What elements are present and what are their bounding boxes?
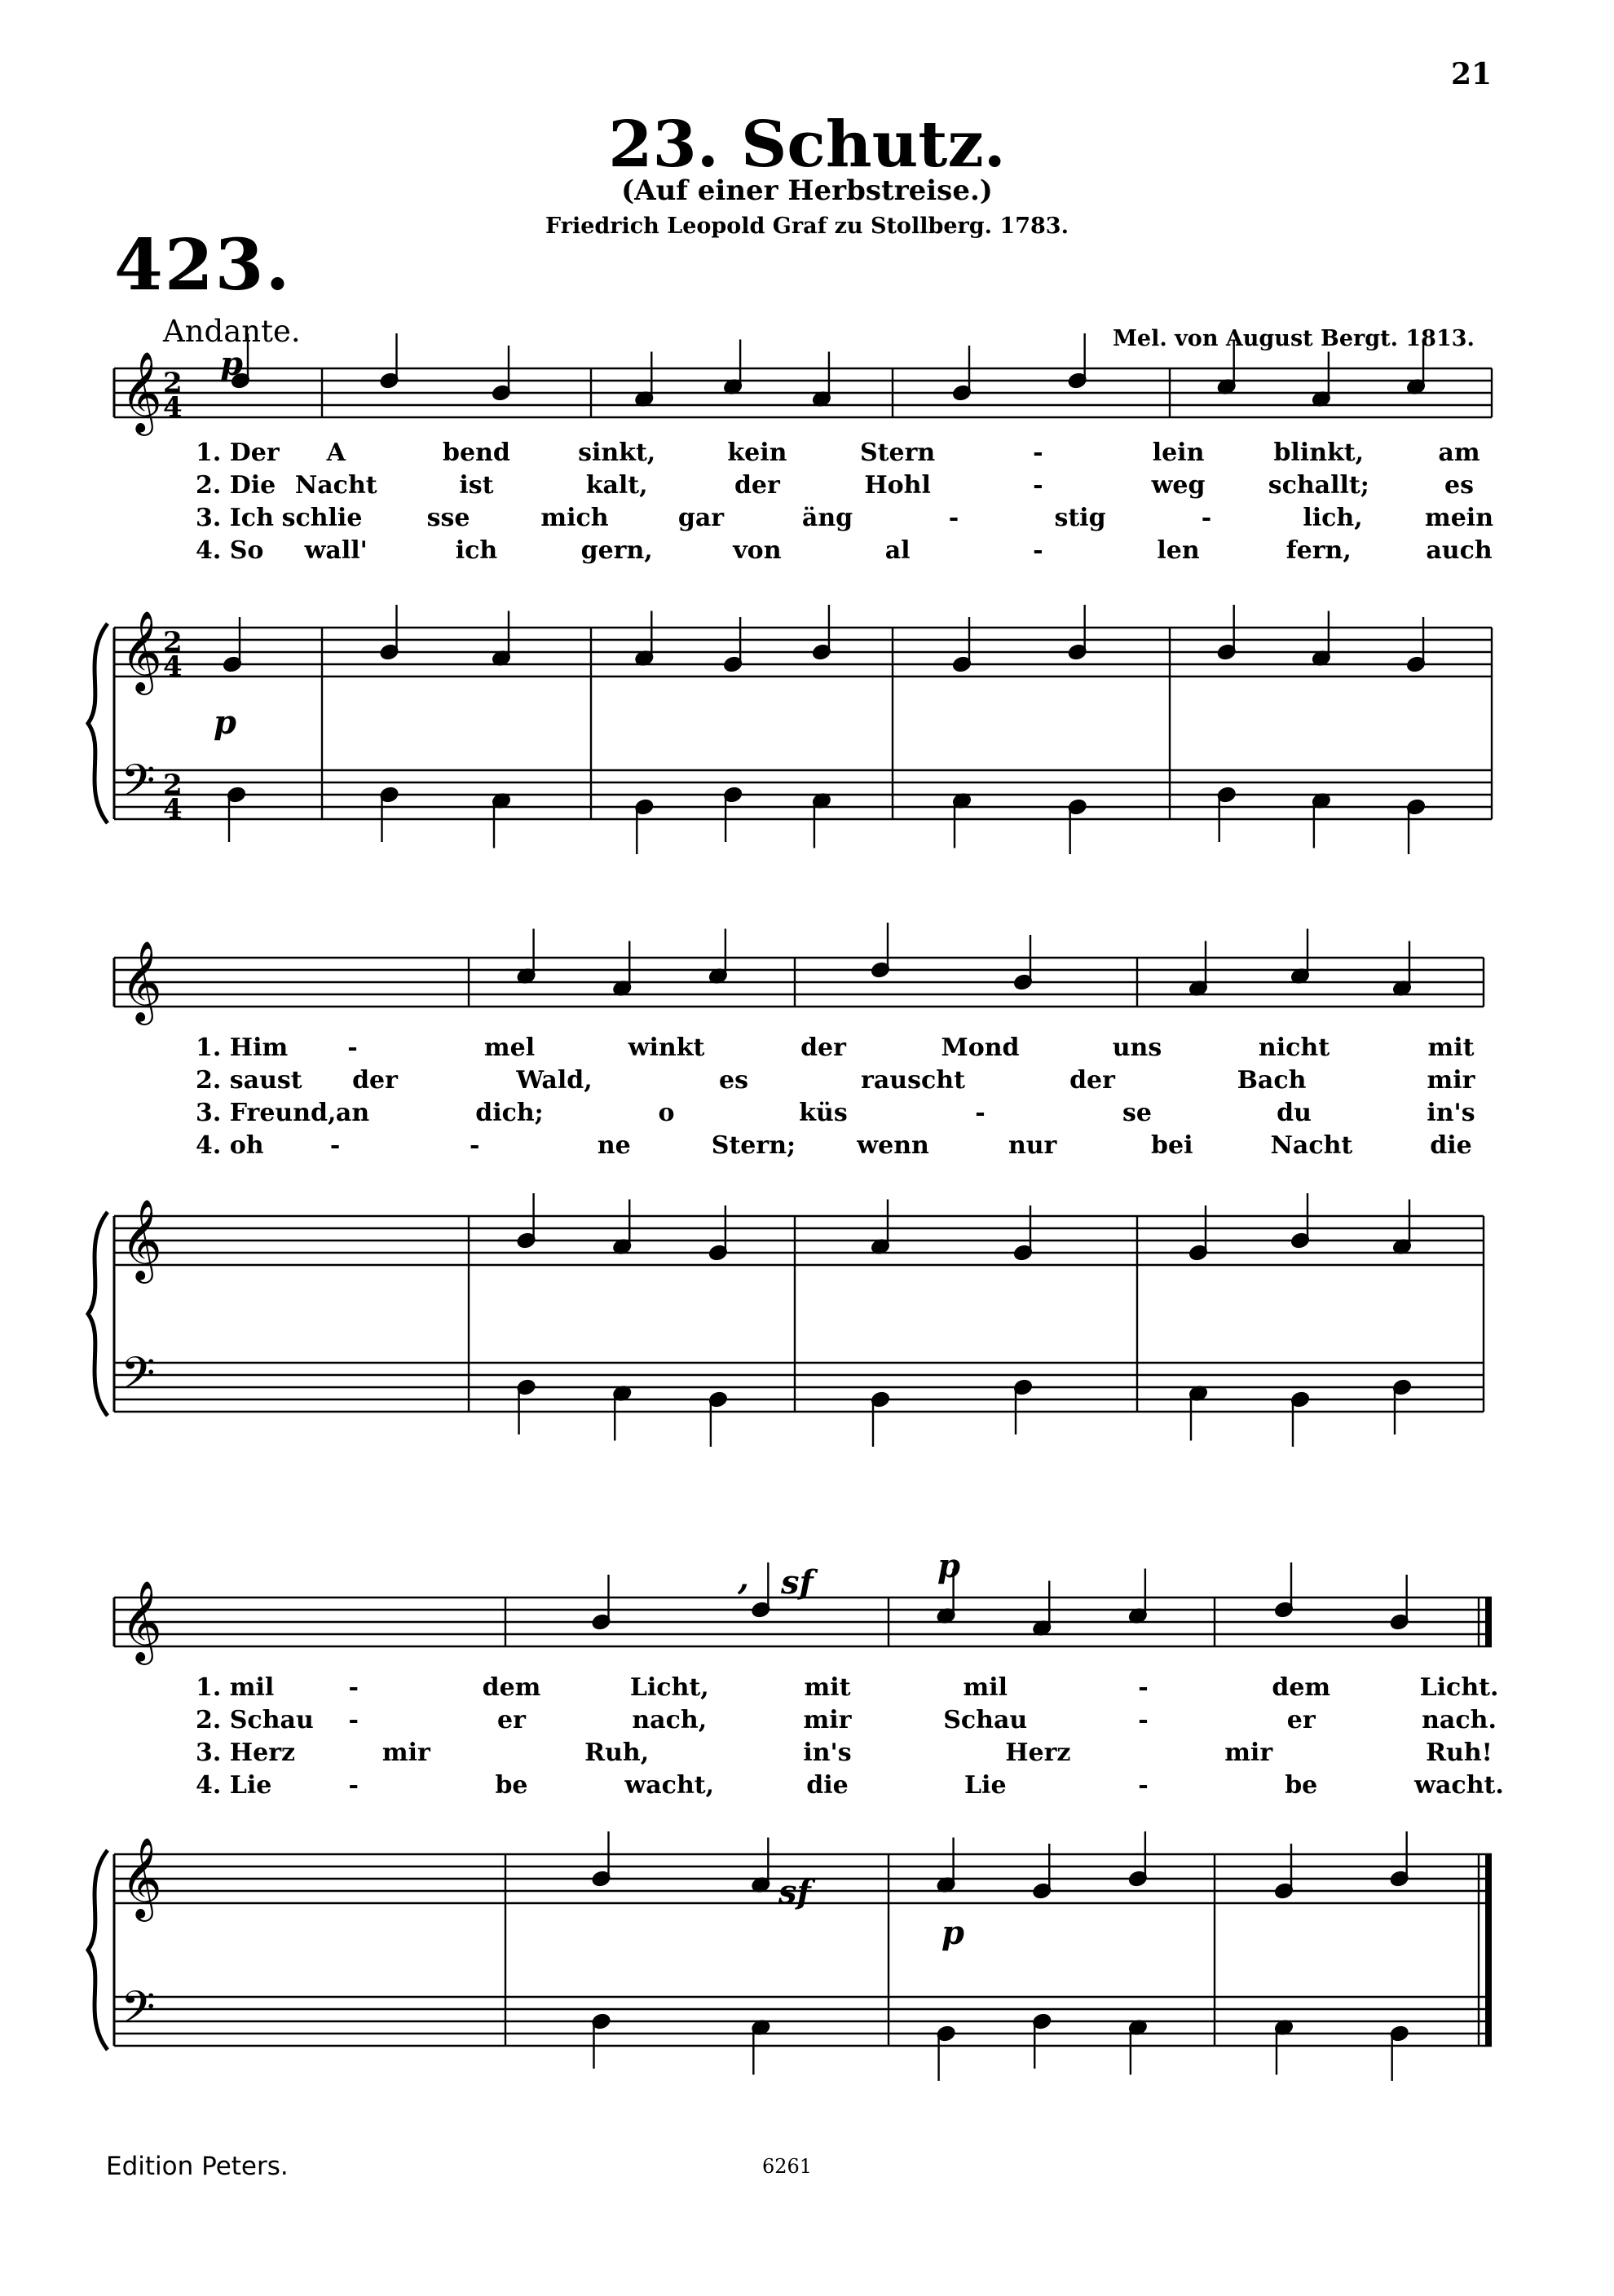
lyric-syllable: dem: [482, 1673, 541, 1702]
lyric-syllable: A: [326, 438, 346, 467]
lyric-syllable: Herz: [1005, 1739, 1071, 1767]
time-signature-top: 2: [163, 367, 183, 399]
lyric-syllable: rauscht: [861, 1066, 965, 1095]
time-signature-bottom: 4: [163, 650, 183, 683]
lyric-syllable: der: [800, 1033, 846, 1062]
lyric-syllable: Wald,: [516, 1066, 593, 1095]
lyric-syllable: 2. Schau: [196, 1706, 314, 1734]
lyric-syllable: du: [1277, 1099, 1312, 1127]
lyric-syllable: nach.: [1422, 1706, 1497, 1734]
lyric-syllable: 1. Der: [196, 438, 280, 467]
lyrics: [196, 438, 1504, 1800]
lyric-syllable: Bach: [1237, 1066, 1307, 1095]
dynamic-piano-melody: p: [220, 345, 243, 383]
notes: [223, 333, 1426, 2081]
lyric-syllable: auch: [1426, 536, 1493, 565]
lyric-syllable: Lie: [964, 1771, 1007, 1800]
breath-mark: ,: [738, 1559, 749, 1598]
lyric-syllable: kalt,: [585, 471, 648, 500]
lyric-syllable: nicht: [1258, 1033, 1330, 1062]
lyric-syllable: -: [329, 1131, 341, 1160]
lyric-syllable: -: [347, 1033, 358, 1062]
lyric-syllable: von: [733, 536, 782, 565]
lyric-syllable: -: [348, 1771, 359, 1800]
lyric-syllable: se: [1122, 1099, 1152, 1127]
brace: [88, 1212, 108, 1416]
lyric-syllable: dem: [1272, 1673, 1331, 1702]
dynamic-piano-melody-2: p: [937, 1547, 960, 1585]
lyric-syllable: Schau: [943, 1706, 1028, 1734]
lyric-syllable: 3. Ich: [196, 504, 274, 532]
lyric-syllable: uns: [1112, 1033, 1162, 1062]
lyric-syllable: mir: [1427, 1066, 1475, 1095]
treble-clef: 𝄞: [121, 941, 162, 1022]
lyric-syllable: wacht,: [624, 1771, 715, 1800]
time-signature-bottom: 4: [163, 391, 183, 424]
footer-publisher: Edition Peters.: [106, 2152, 289, 2181]
lyric-syllable: 2. Die: [196, 471, 276, 500]
time-signature-top: 2: [163, 626, 183, 659]
lyric-syllable: -: [348, 1673, 359, 1702]
lyric-syllable: ich: [455, 536, 498, 565]
lyric-syllable: Stern: [859, 438, 936, 467]
hymn-number: 423.: [114, 224, 292, 306]
lyric-syllable: weg: [1151, 471, 1206, 500]
lyric-syllable: mit: [804, 1673, 851, 1702]
lyric-syllable: 2. saust: [196, 1066, 302, 1095]
lyric-syllable: nach,: [632, 1706, 708, 1734]
lyric-syllable: ne: [597, 1131, 631, 1160]
hymn-subtitle: (Auf einer Herbstreise.): [621, 174, 993, 207]
lyric-syllable: es: [719, 1066, 748, 1095]
lyric-syllable: 4. Lie: [196, 1771, 272, 1800]
lyric-syllable: fern,: [1285, 536, 1352, 565]
lyric-syllable: mein: [1424, 504, 1494, 532]
lyric-syllable: gern,: [580, 536, 653, 565]
lyric-syllable: -: [1201, 504, 1212, 532]
lyric-syllable: kein: [727, 438, 787, 467]
lyric-syllable: bei: [1151, 1131, 1193, 1160]
lyric-syllable: mir: [803, 1706, 852, 1734]
lyric-syllable: 4. oh: [196, 1131, 264, 1160]
lyric-syllable: wacht.: [1414, 1771, 1504, 1800]
lyric-syllable: 1. mil: [196, 1673, 275, 1702]
bass-clef: 𝄢: [121, 1981, 156, 2044]
lyric-syllable: -: [469, 1131, 480, 1160]
lyric-syllable: winkt: [628, 1033, 705, 1062]
lyric-syllable: wenn: [857, 1131, 929, 1160]
lyric-syllable: er: [1286, 1706, 1316, 1734]
lyric-syllable: lich,: [1303, 504, 1363, 532]
lyric-syllable: die: [806, 1771, 849, 1800]
lyric-syllable: len: [1157, 536, 1200, 565]
lyric-syllable: mir: [381, 1739, 430, 1767]
lyric-syllable: nur: [1008, 1131, 1057, 1160]
lyric-syllable: -: [1033, 471, 1043, 500]
lyric-syllable: mir: [1224, 1739, 1273, 1767]
lyric-syllable: 4. So: [196, 536, 264, 565]
plate-number: 6261: [762, 2155, 813, 2178]
lyric-syllable: gar: [677, 504, 725, 532]
dynamic-piano-accomp-2: p: [942, 1914, 964, 1952]
lyric-syllable: blinkt,: [1273, 438, 1365, 467]
treble-clef: 𝄞: [121, 1580, 162, 1662]
lyric-syllable: al: [884, 536, 911, 565]
lyric-syllable: Ruh,: [584, 1739, 650, 1767]
lyric-syllable: der: [734, 471, 780, 500]
lyric-syllable: Stern;: [711, 1131, 796, 1160]
lyric-syllable: dich;: [475, 1099, 544, 1127]
time-signature-top: 2: [163, 769, 183, 801]
lyric-syllable: mel: [483, 1033, 536, 1062]
lyric-syllable: 3. Herz: [196, 1739, 296, 1767]
lyric-syllable: äng: [801, 504, 853, 532]
lyric-syllable: Ruh!: [1426, 1739, 1493, 1767]
lyric-syllable: mil: [963, 1673, 1008, 1702]
lyric-syllable: Hohl: [864, 471, 931, 500]
lyric-syllable: mit: [1427, 1033, 1475, 1062]
lyric-syllable: -: [1138, 1673, 1149, 1702]
lyric-syllable: an: [335, 1099, 370, 1127]
hymn-title: 23. Schutz.: [608, 108, 1006, 182]
lyric-syllable: lein: [1152, 438, 1205, 467]
lyric-syllable: -: [1138, 1706, 1149, 1734]
lyric-syllable: Nacht: [294, 471, 377, 500]
lyric-syllable: -: [348, 1706, 359, 1734]
staff-lines: [88, 351, 1492, 2050]
lyric-syllable: -: [948, 504, 959, 532]
lyric-syllable: Licht.: [1419, 1673, 1499, 1702]
lyric-syllable: in's: [803, 1739, 852, 1767]
lyric-syllable: o: [658, 1099, 675, 1127]
lyric-syllable: -: [1033, 536, 1043, 565]
treble-clef: 𝄞: [121, 610, 162, 692]
lyric-syllable: ist: [459, 471, 494, 500]
lyric-syllable: bend: [443, 438, 510, 467]
lyric-syllable: Licht,: [629, 1673, 709, 1702]
lyric-syllable: mich: [540, 504, 609, 532]
lyric-syllable: 3. Freund,: [196, 1099, 337, 1127]
lyric-syllable: der: [352, 1066, 398, 1095]
bass-clef: 𝄢: [121, 755, 156, 817]
lyric-syllable: wall': [304, 536, 368, 565]
lyric-syllable: in's: [1427, 1099, 1475, 1127]
time-signature-bottom: 4: [163, 793, 183, 826]
dynamic-sforzando-accomp: sf: [778, 1873, 811, 1911]
lyric-syllable: Mond: [941, 1033, 1020, 1062]
lyric-syllable: 1. Him: [196, 1033, 289, 1062]
lyric-syllable: -: [975, 1099, 986, 1127]
page-number: 21: [1451, 57, 1493, 91]
lyric-syllable: am: [1438, 438, 1480, 467]
melody-credit: Mel. von August Bergt. 1813.: [1113, 326, 1475, 351]
lyric-syllable: -: [1138, 1771, 1149, 1800]
brace: [88, 624, 108, 823]
dynamic-piano-accomp: p: [214, 703, 236, 742]
lyric-syllable: schlie: [281, 504, 363, 532]
dynamic-sforzando-melody: sf: [781, 1563, 814, 1602]
tempo-marking: Andante.: [163, 314, 301, 349]
lyric-syllable: be: [495, 1771, 528, 1800]
lyric-syllable: küs: [799, 1099, 848, 1127]
lyric-syllable: -: [1033, 438, 1043, 467]
lyric-syllable: sinkt,: [578, 438, 656, 467]
treble-clef: 𝄞: [121, 1837, 162, 1919]
lyric-syllable: er: [497, 1706, 526, 1734]
lyric-syllable: die: [1430, 1131, 1472, 1160]
treble-clef: 𝄞: [121, 1199, 162, 1280]
text-author: Friedrich Leopold Graf zu Stollberg. 1783.: [545, 214, 1069, 239]
treble-clef: 𝄞: [121, 351, 162, 433]
lyric-syllable: es: [1444, 471, 1474, 500]
brace: [88, 1850, 108, 2050]
bass-clef: 𝄢: [121, 1347, 156, 1410]
lyric-syllable: schallt;: [1268, 471, 1369, 500]
lyric-syllable: be: [1285, 1771, 1318, 1800]
lyric-syllable: der: [1069, 1066, 1115, 1095]
lyric-syllable: stig: [1054, 504, 1106, 532]
lyric-syllable: Nacht: [1270, 1131, 1353, 1160]
lyric-syllable: sse: [426, 504, 470, 532]
